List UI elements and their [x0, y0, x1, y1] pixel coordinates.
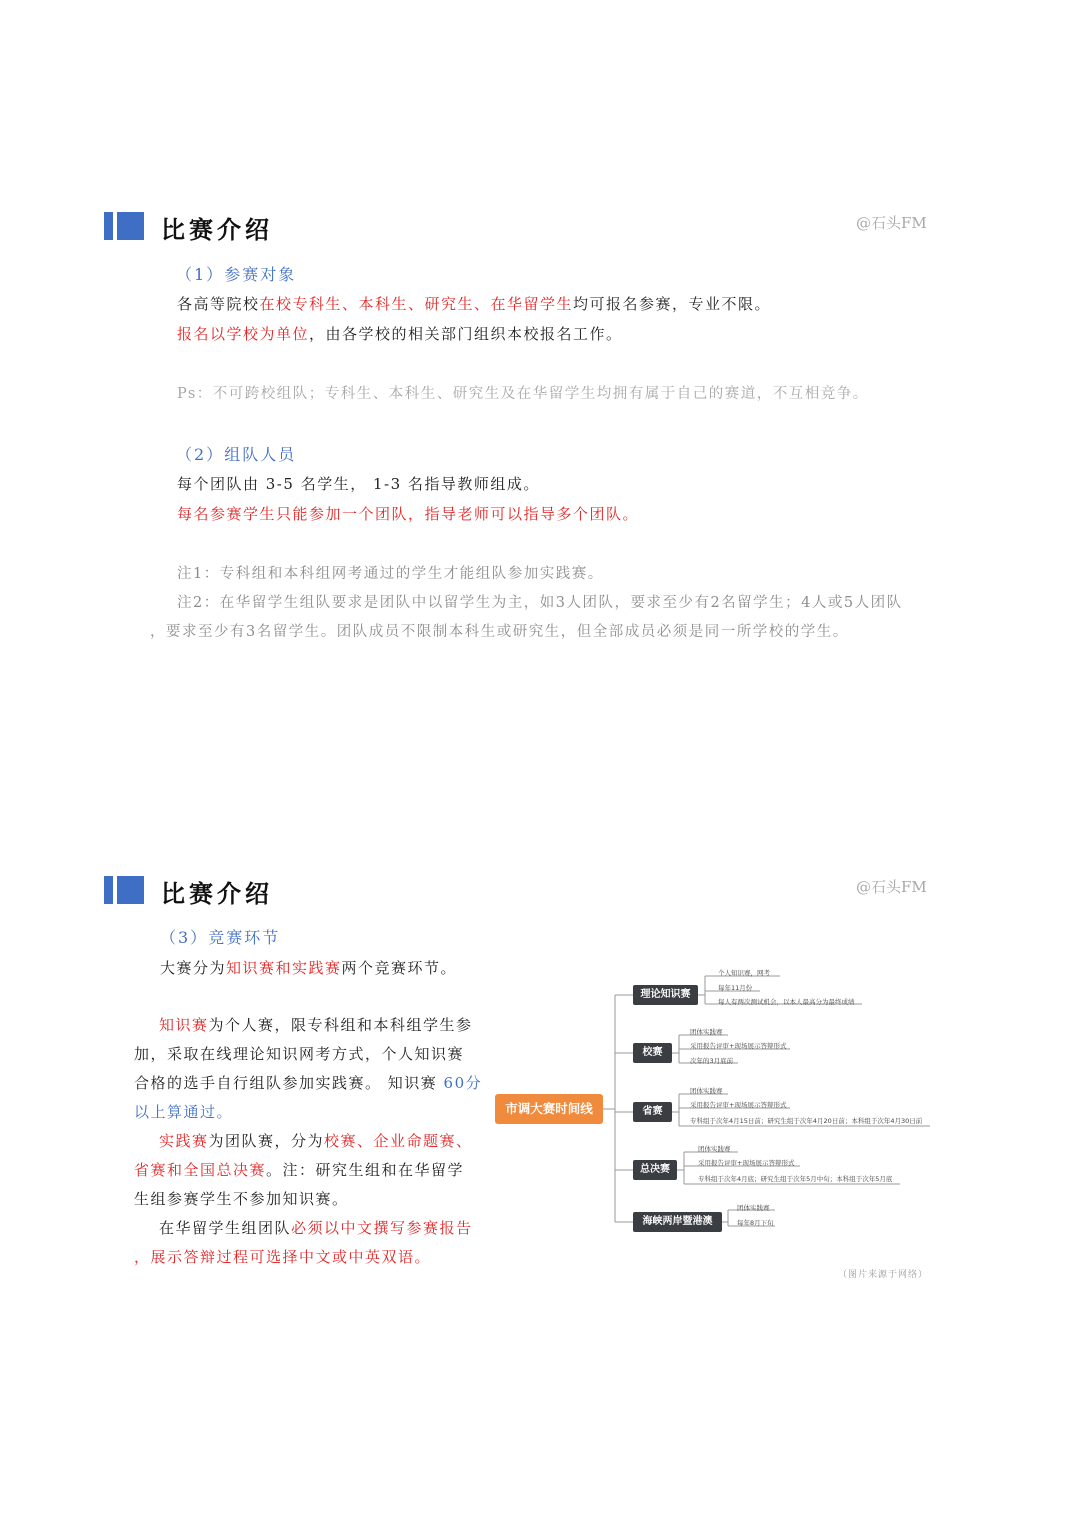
mindmap-leaf: 团体实践赛	[690, 1087, 723, 1095]
mindmap-leaf: 每人有两次测试机会，以本人最高分为最终成绩	[718, 998, 855, 1006]
mindmap-root: 市调大赛时间线	[495, 1094, 603, 1124]
subheading-participants: （1）参赛对象	[176, 265, 297, 284]
section-bar-icon	[104, 876, 144, 904]
mindmap-branch: 海峡两岸暨港澳	[633, 1212, 722, 1232]
mindmap-leaf: 个人知识赛，网考	[718, 969, 770, 977]
mindmap-branch: 总决赛	[633, 1160, 677, 1180]
ps-note: Ps：不可跨校组队；专科生、本科生、研究生及在华留学生均拥有属于自己的赛道，不互相竞争。	[177, 386, 869, 402]
subheading-team: （2）组队人员	[176, 445, 297, 464]
mindmap-leaf: 采用报告评审+现场展示答辩形式	[698, 1159, 795, 1167]
section-bar-icon	[104, 212, 144, 240]
mindmap-leaf: 专科组于次年4月底；研究生组于次年5月中旬；本科组于次年5月底	[698, 1175, 893, 1183]
watermark: @石头FM	[856, 214, 927, 232]
subheading-stages: （3）竞赛环节	[160, 928, 281, 947]
mindmap-leaf: 采用报告评审+现场展示答辩形式	[690, 1042, 787, 1050]
section-title: 比赛介绍	[161, 880, 273, 908]
mindmap-branch: 校赛	[633, 1043, 672, 1063]
note-1: 注1：专科组和本科组网考通过的学生才能组队参加实践赛。	[177, 566, 604, 582]
watermark: @石头FM	[856, 878, 927, 896]
mindmap-branch: 理论知识赛	[633, 985, 698, 1005]
registration-text: 报名以学校为单位，由各学校的相关部门组织本校报名工作。	[177, 325, 623, 343]
mindmap-leaf: 专科组于次年4月15日前；研究生组于次年4月20日前；本科组于次年4月30日前	[690, 1117, 923, 1125]
note-2: 注2：在华留学生组队要求是团队中以留学生为主，如3人团队，要求至少有2名留学生；4人或5人团队	[177, 595, 903, 611]
knowledge-contest-paragraph: 知识赛为个人赛，限专科组和本科组学生参 加，采取在线理论知识网考方式，个人知识赛 合格的选手自行组队参加实践赛。 知识赛 60分 以上算通过。 实践赛为团队赛，分为校赛、企业命题赛、 省赛和全国总决赛。注：研究生组和在华留学 生组参赛学生不参加知识赛。 在华留学生组团队必须以中文撰写参赛报告 ，展示答辩过程可选择中文或中英双语。	[134, 1016, 483, 1266]
team-rule-text: 每名参赛学生只能参加一个团队，指导老师可以指导多个团队。	[177, 505, 640, 523]
image-caption: （图片来源于网络）	[838, 1270, 929, 1280]
mindmap-leaf: 团体实践赛	[737, 1204, 770, 1212]
mindmap-leaf: 次年的3月底前	[690, 1057, 734, 1065]
stages-intro: 大赛分为知识赛和实践赛两个竞赛环节。	[160, 959, 458, 977]
mindmap-leaf: 每年11月份	[718, 984, 753, 992]
mindmap-leaf: 每年8月下旬	[737, 1219, 774, 1227]
mindmap-leaf: 团体实践赛	[690, 1028, 723, 1036]
section-title: 比赛介绍	[161, 216, 273, 244]
note-2-cont: ，要求至少有3名留学生。团队成员不限制本科生或研究生，但全部成员必须是同一所学校的学生。	[150, 624, 849, 640]
team-size-text: 每个团队由 3-5 名学生， 1-3 名指导教师组成。	[177, 475, 540, 493]
participants-text: 各高等院校在校专科生、本科生、研究生、在华留学生均可报名参赛，专业不限。	[177, 295, 772, 313]
mindmap-leaf: 采用报告评审+现场展示答辩形式	[690, 1101, 787, 1109]
mindmap-branch: 省赛	[633, 1102, 672, 1122]
mindmap-leaf: 团体实践赛	[698, 1145, 731, 1153]
